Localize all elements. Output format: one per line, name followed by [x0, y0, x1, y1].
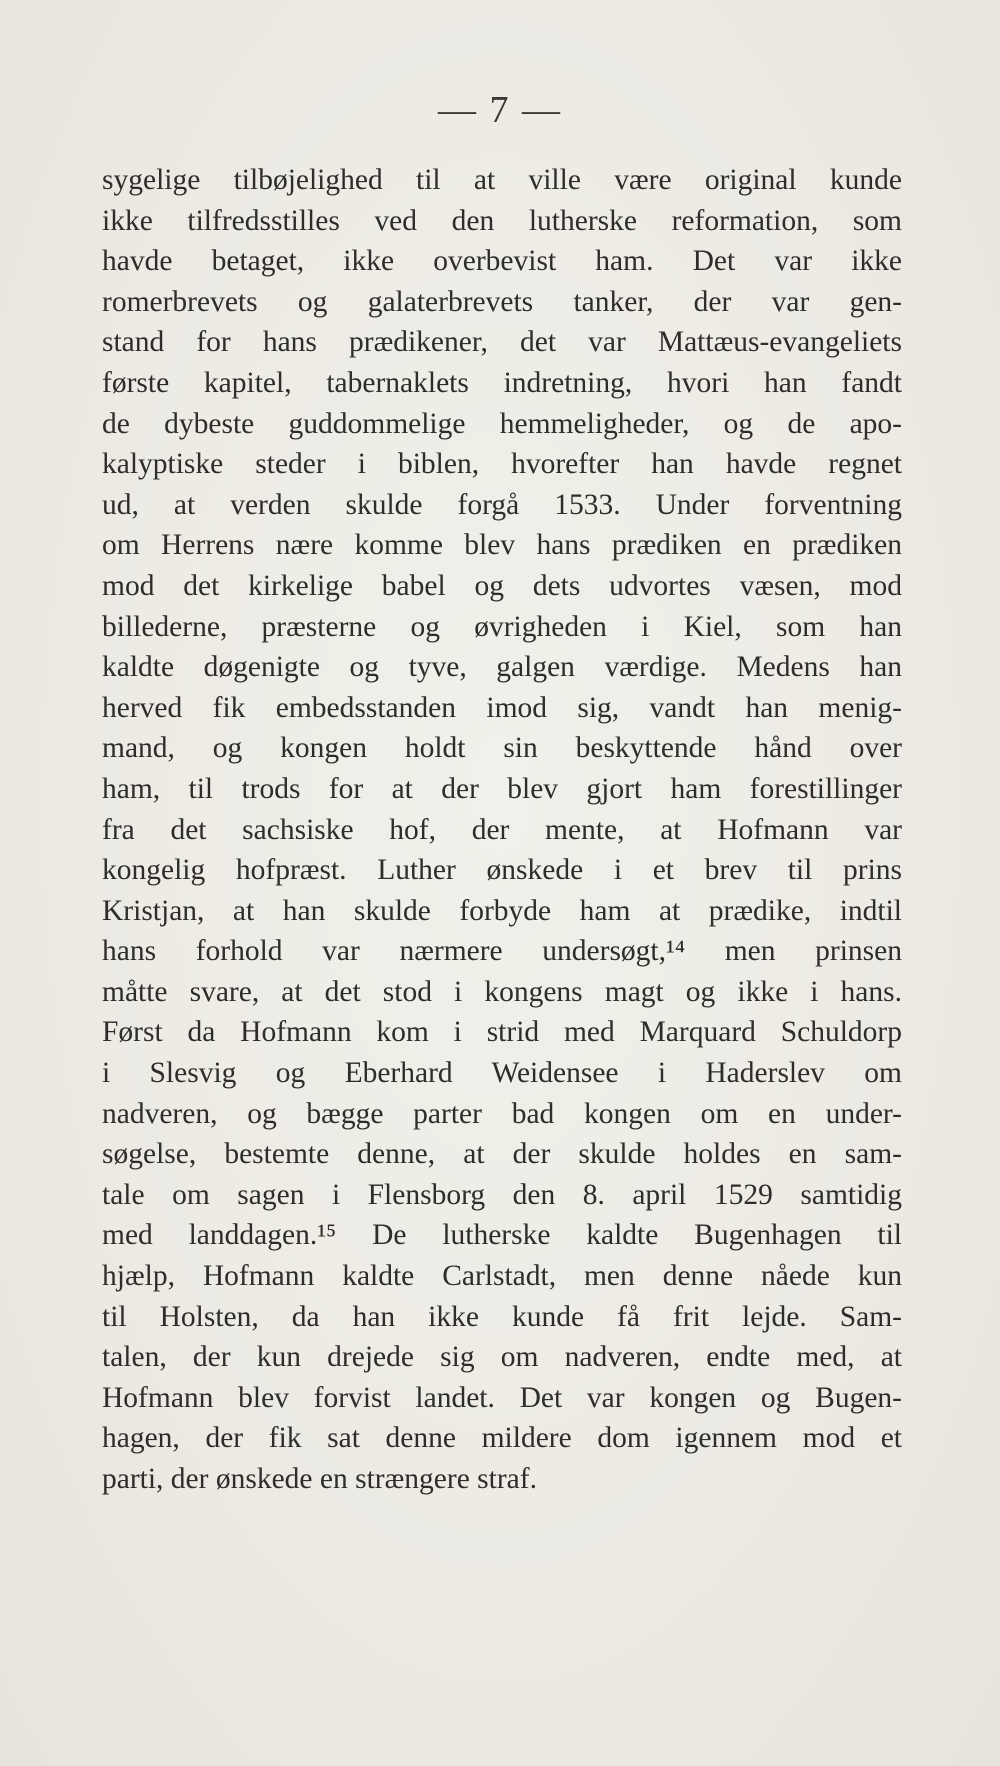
text-line: stand for hans prædikener, det var Mattæus-evangeliets [102, 326, 902, 359]
text-line: sygelige tilbøjelighed til at ville være original kunde [102, 164, 902, 196]
text-line: fra det sachsiske hof, der mente, at Hofmann var [102, 813, 902, 846]
text-line: kalyptiske steder i biblen, hvorefter han havde regnet [102, 448, 902, 481]
text-line: herved fik embedsstanden imod sig, vandt han menig- [102, 691, 902, 724]
text-line: hjælp, Hofmann kaldte Carlstadt, men denne nåede kun [102, 1260, 902, 1293]
text-line: hagen, der fik sat denne mildere dom igennem mod et [102, 1422, 902, 1455]
text-line: søgelse, bestemte denne, at der skulde holdes en sam- [102, 1138, 902, 1171]
text-line: billederne, præsterne og øvrigheden i Kiel, som han [102, 610, 902, 643]
text-line: parti, der ønskede en strængere straf. [102, 1463, 537, 1495]
text-line: havde betaget, ikke overbevist ham. Det var ikke [102, 245, 902, 278]
text-line: ikke tilfredsstilles ved den lutherske reformation, som [102, 204, 902, 237]
text-line: kaldte døgenigte og tyve, galgen værdige. Medens han [102, 651, 902, 684]
text-line: mod det kirkelige babel og dets udvortes væsen, mod [102, 569, 902, 602]
text-line: Først da Hofmann kom i strid med Marquard Schuldorp [102, 1016, 902, 1049]
text-line: ud, at verden skulde forgå 1533. Under forventning [102, 488, 902, 521]
text-line: om Herrens nære komme blev hans prædiken en prædiken [102, 529, 902, 562]
text-line: i Slesvig og Eberhard Weidensee i Haderslev om [102, 1057, 902, 1090]
text-line: Kristjan, at han skulde forbyde ham at prædike, indtil [102, 894, 902, 927]
text-line: måtte svare, at det stod i kongens magt og ikke i hans. [102, 975, 902, 1008]
text-line: til Holsten, da han ikke kunde få frit lejde. Sam- [102, 1300, 902, 1333]
text-line: første kapitel, tabernaklets indretning, hvori han fandt [102, 366, 902, 399]
text-line: hans forhold var nærmere undersøgt,¹⁴ men prinsen [102, 935, 902, 968]
text-line: romerbrevets og galaterbrevets tanker, der var gen- [102, 285, 902, 318]
body-text [102, 160, 902, 1500]
text-line: med landdagen.¹⁵ De lutherske kaldte Bugenhagen til [102, 1219, 902, 1252]
text-line: mand, og kongen holdt sin beskyttende hånd over [102, 732, 902, 765]
text-line: ham, til trods for at der blev gjort ham forestillinger [102, 772, 902, 805]
text-line: talen, der kun drejede sig om nadveren, endte med, at [102, 1341, 902, 1374]
text-line: nadveren, og bægge parter bad kongen om en under- [102, 1097, 902, 1130]
text-line: kongelig hofpræst. Luther ønskede i et brev til prins [102, 854, 902, 887]
text-line: Hofmann blev forvist landet. Det var kongen og Bugen- [102, 1381, 902, 1414]
text-line: tale om sagen i Flensborg den 8. april 1529 samtidig [102, 1178, 902, 1211]
page-number: — 7 — [438, 89, 562, 131]
text-line: de dybeste guddommelige hemmeligheder, og de apo- [102, 407, 902, 440]
